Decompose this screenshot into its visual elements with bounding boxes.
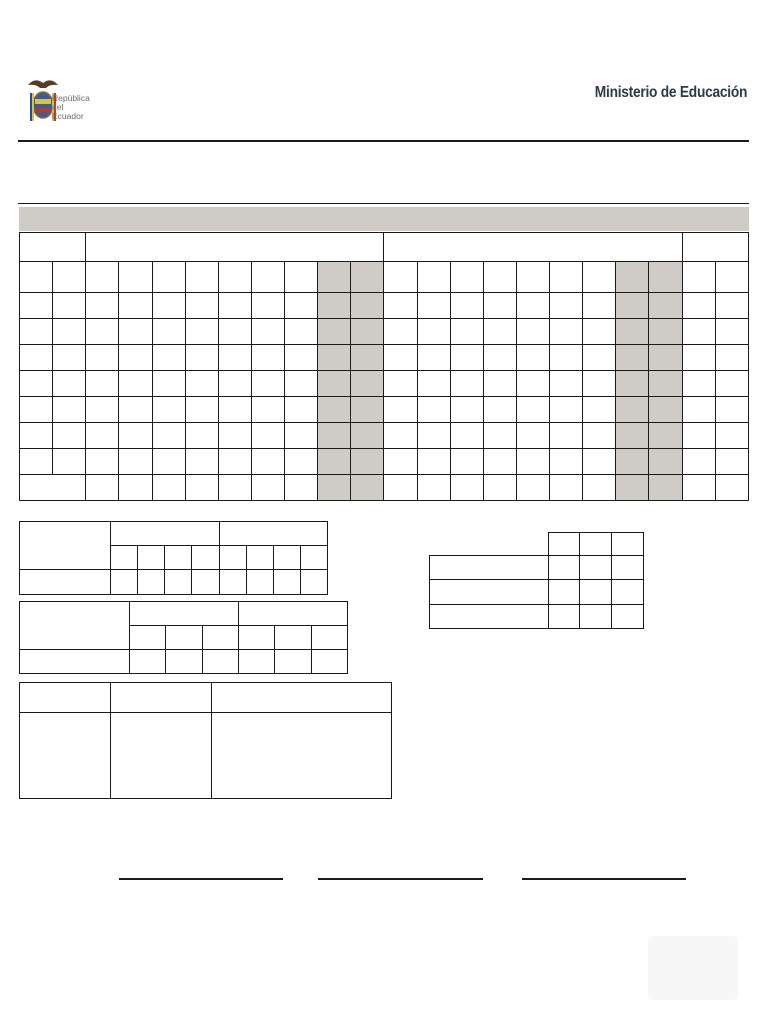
grid-row — [20, 397, 749, 423]
grid-cell — [616, 371, 649, 397]
grid-row-sublabel — [53, 345, 86, 371]
grid-cell — [152, 397, 185, 423]
grid-cell — [483, 449, 516, 475]
grid-cell — [285, 319, 318, 345]
grid-cell — [218, 423, 251, 449]
grid-header-week-2 — [384, 233, 682, 262]
table-c-cell — [580, 604, 612, 628]
table-a-subcell — [165, 546, 192, 570]
table-c-cell — [548, 580, 580, 604]
table-b-cell — [238, 650, 274, 674]
section-rule — [18, 203, 749, 204]
grid-cell — [119, 475, 152, 501]
grid-cell — [285, 449, 318, 475]
grid-cell — [516, 345, 549, 371]
grid-cell — [483, 475, 516, 501]
summary-table-b — [19, 601, 348, 674]
table-c-header — [612, 533, 644, 556]
grid-cell — [616, 423, 649, 449]
grid-cell — [516, 423, 549, 449]
grid-cell — [550, 345, 583, 371]
grid-cell — [86, 262, 119, 293]
table-b-subcell — [130, 626, 166, 650]
grid-cell — [119, 423, 152, 449]
grid-cell — [185, 397, 218, 423]
grid-cell — [715, 262, 748, 293]
grid-cell — [583, 262, 616, 293]
grid-cell — [450, 345, 483, 371]
grid-row-sublabel — [53, 262, 86, 293]
observations-header-1 — [20, 683, 111, 713]
grid-cell — [516, 475, 549, 501]
grid-cell — [152, 319, 185, 345]
grid-cell — [251, 319, 284, 345]
table-a-subcell — [219, 546, 246, 570]
grid-cell — [318, 293, 351, 319]
grid-row-label — [20, 449, 53, 475]
table-a-cell — [111, 570, 138, 595]
grid-cell — [616, 345, 649, 371]
grid-cell — [318, 397, 351, 423]
summary-table-a — [19, 521, 328, 595]
table-b-cell — [130, 650, 166, 674]
grid-row-label — [20, 345, 53, 371]
table-a-subcell — [273, 546, 300, 570]
observations-header-2 — [111, 683, 212, 713]
grid-row — [20, 449, 749, 475]
grid-cell — [152, 345, 185, 371]
grid-cell — [351, 449, 384, 475]
grid-cell — [384, 423, 417, 449]
grid-cell — [649, 423, 682, 449]
grid-cell — [417, 262, 450, 293]
grid-cell — [351, 371, 384, 397]
table-a-cell — [165, 570, 192, 595]
grid-cell — [384, 449, 417, 475]
grid-cell — [351, 423, 384, 449]
table-a-subcell — [246, 546, 273, 570]
grid-cell — [251, 345, 284, 371]
grid-cell — [715, 449, 748, 475]
grid-cell — [185, 475, 218, 501]
grid-cell — [450, 371, 483, 397]
grid-cell — [583, 449, 616, 475]
grid-row — [20, 319, 749, 345]
grid-cell — [318, 371, 351, 397]
table-b-cell — [275, 650, 311, 674]
grid-cell — [649, 397, 682, 423]
grid-cell — [616, 475, 649, 501]
grid-cell — [715, 371, 748, 397]
grid-cell — [583, 319, 616, 345]
grid-cell — [251, 475, 284, 501]
grid-cell — [450, 397, 483, 423]
grid-row-label — [20, 397, 53, 423]
grid-cell — [450, 423, 483, 449]
grid-cell — [384, 371, 417, 397]
summary-table-c — [429, 532, 644, 629]
grid-cell — [86, 423, 119, 449]
grid-cell — [218, 371, 251, 397]
table-c-cell — [580, 556, 612, 580]
grid-cell — [417, 293, 450, 319]
grid-cell — [516, 319, 549, 345]
table-b-subcell — [275, 626, 311, 650]
grid-cell — [682, 423, 715, 449]
grid-cell — [251, 371, 284, 397]
ministry-name: Ministerio de Educación — [594, 84, 747, 101]
grid-cell — [550, 475, 583, 501]
table-c-row-label — [430, 604, 549, 628]
table-a-cell — [273, 570, 300, 595]
grid-cell — [715, 293, 748, 319]
grid-cell — [483, 397, 516, 423]
grid-cell — [583, 423, 616, 449]
grid-cell — [516, 371, 549, 397]
grid-cell — [715, 397, 748, 423]
grid-cell — [86, 397, 119, 423]
table-a-subcell — [111, 546, 138, 570]
grid-cell — [384, 293, 417, 319]
grid-header-week-1 — [86, 233, 384, 262]
grid-cell — [351, 293, 384, 319]
grid-cell — [318, 319, 351, 345]
table-a-subcell — [192, 546, 219, 570]
grid-cell — [550, 449, 583, 475]
table-b-row-label — [20, 650, 130, 674]
grid-cell — [185, 423, 218, 449]
grid-cell — [285, 475, 318, 501]
table-c-header — [580, 533, 612, 556]
grid-cell — [450, 475, 483, 501]
seal-text: República del Ecuador — [52, 93, 90, 121]
table-a-subcell — [138, 546, 165, 570]
grid-cell — [185, 262, 218, 293]
grid-cell — [119, 345, 152, 371]
grid-cell — [550, 423, 583, 449]
grid-row-label — [20, 262, 53, 293]
grid-row-sublabel — [53, 423, 86, 449]
table-a-cell — [192, 570, 219, 595]
table-a-header-cell — [20, 522, 111, 570]
grid-cell — [185, 319, 218, 345]
grid-cell — [417, 423, 450, 449]
grid-cell — [715, 475, 748, 501]
grid-cell — [218, 319, 251, 345]
grid-cell — [583, 475, 616, 501]
grid-cell — [318, 475, 351, 501]
grid-cell — [351, 397, 384, 423]
grid-cell — [649, 293, 682, 319]
grid-cell — [86, 475, 119, 501]
table-c-cell — [612, 580, 644, 604]
grid-cell — [483, 345, 516, 371]
grid-cell — [351, 319, 384, 345]
grid-cell — [86, 345, 119, 371]
grid-cell — [516, 293, 549, 319]
grid-cell — [185, 345, 218, 371]
grid-cell — [682, 475, 715, 501]
grid-cell — [682, 345, 715, 371]
grid-row-label — [20, 371, 53, 397]
grid-cell — [285, 293, 318, 319]
grid-cell — [649, 319, 682, 345]
grid-cell — [285, 262, 318, 293]
grid-cell — [715, 319, 748, 345]
grid-cell — [649, 262, 682, 293]
section-header-band — [19, 207, 749, 231]
observations-cell — [111, 713, 212, 799]
grid-cell — [251, 449, 284, 475]
grid-cell — [483, 319, 516, 345]
grid-cell — [384, 475, 417, 501]
grid-cell — [649, 371, 682, 397]
grid-cell — [417, 449, 450, 475]
grid-row-label — [20, 319, 53, 345]
grid-cell — [682, 262, 715, 293]
grid-cell — [119, 293, 152, 319]
grid-row-sublabel — [53, 397, 86, 423]
grid-cell — [185, 293, 218, 319]
grid-cell — [682, 371, 715, 397]
grid-cell — [516, 262, 549, 293]
table-b-subcell — [238, 626, 274, 650]
grid-cell — [318, 449, 351, 475]
grid-cell — [251, 423, 284, 449]
observations-cell — [20, 713, 111, 799]
grid-row — [20, 475, 749, 501]
grid-cell — [450, 262, 483, 293]
grid-cell — [218, 449, 251, 475]
grid-cell — [152, 449, 185, 475]
grid-cell — [384, 345, 417, 371]
grid-cell — [251, 397, 284, 423]
table-b-header-cell — [20, 602, 130, 650]
grid-cell — [318, 345, 351, 371]
grid-cell — [351, 475, 384, 501]
table-a-cell — [300, 570, 327, 595]
grid-row-sublabel — [53, 293, 86, 319]
table-a-row-label — [20, 570, 111, 595]
grid-cell — [715, 345, 748, 371]
grid-cell — [583, 397, 616, 423]
grid-cell — [550, 262, 583, 293]
table-c-row-label — [430, 580, 549, 604]
grid-cell — [285, 371, 318, 397]
grid-cell — [483, 423, 516, 449]
grid-cell — [218, 397, 251, 423]
grid-cell — [384, 319, 417, 345]
grid-cell — [119, 319, 152, 345]
grid-row — [20, 262, 749, 293]
grid-cell — [616, 293, 649, 319]
grid-cell — [218, 293, 251, 319]
grid-cell — [583, 371, 616, 397]
grid-cell — [384, 397, 417, 423]
table-c-corner — [430, 533, 549, 556]
grid-cell — [550, 397, 583, 423]
grid-cell — [285, 345, 318, 371]
grid-cell — [152, 293, 185, 319]
grid-cell — [516, 449, 549, 475]
grid-cell — [351, 345, 384, 371]
grid-cell — [285, 423, 318, 449]
table-b-cell — [166, 650, 202, 674]
table-a-cell — [219, 570, 246, 595]
table-b-subcell — [311, 626, 347, 650]
table-c-cell — [612, 604, 644, 628]
grid-row-label — [20, 423, 53, 449]
grid-cell — [218, 475, 251, 501]
table-a-cell — [246, 570, 273, 595]
observations-table — [19, 682, 392, 799]
grid-cell — [417, 319, 450, 345]
grid-row-label — [20, 293, 53, 319]
grid-cell — [417, 345, 450, 371]
table-c-cell — [548, 556, 580, 580]
grid-cell — [450, 293, 483, 319]
table-b-cell — [202, 650, 238, 674]
grid-cell — [185, 449, 218, 475]
grid-cell — [483, 262, 516, 293]
grid-cell — [384, 262, 417, 293]
signature-line-3 — [522, 878, 686, 880]
grid-cell — [285, 397, 318, 423]
grid-cell — [649, 345, 682, 371]
signature-line-1 — [119, 878, 283, 880]
faint-watermark — [648, 936, 738, 1000]
grid-cell — [119, 371, 152, 397]
grid-cell — [682, 319, 715, 345]
signature-line-2 — [318, 878, 483, 880]
grid-row-sublabel — [53, 319, 86, 345]
grid-cell — [682, 293, 715, 319]
grid-cell — [251, 293, 284, 319]
grid-cell — [583, 293, 616, 319]
grid-cell — [417, 397, 450, 423]
grid-header-total — [682, 233, 749, 262]
attendance-grid — [19, 232, 749, 501]
grid-cell — [417, 371, 450, 397]
grid-cell — [318, 262, 351, 293]
grid-cell — [119, 397, 152, 423]
table-a-cell — [138, 570, 165, 595]
grid-cell — [715, 423, 748, 449]
grid-cell — [649, 449, 682, 475]
grid-cell — [483, 371, 516, 397]
table-b-group-2 — [238, 602, 347, 626]
table-c-row-label — [430, 556, 549, 580]
grid-cell — [583, 345, 616, 371]
grid-row-sublabel — [53, 371, 86, 397]
grid-cell — [616, 319, 649, 345]
grid-cell — [218, 262, 251, 293]
grid-cell — [616, 397, 649, 423]
table-b-subcell — [166, 626, 202, 650]
grid-cell — [86, 293, 119, 319]
grid-row-sublabel — [53, 449, 86, 475]
grid-cell — [251, 262, 284, 293]
table-c-cell — [580, 580, 612, 604]
header-rule — [18, 140, 749, 142]
grid-cell — [550, 371, 583, 397]
grid-row — [20, 293, 749, 319]
grid-cell — [616, 449, 649, 475]
grid-row — [20, 371, 749, 397]
grid-cell — [351, 262, 384, 293]
grid-cell — [649, 475, 682, 501]
grid-cell — [86, 449, 119, 475]
grid-cell — [450, 449, 483, 475]
grid-header-label — [20, 233, 86, 262]
grid-total-label — [20, 475, 86, 501]
grid-cell — [152, 262, 185, 293]
grid-cell — [152, 423, 185, 449]
grid-row — [20, 423, 749, 449]
grid-cell — [516, 397, 549, 423]
grid-cell — [152, 371, 185, 397]
grid-cell — [483, 293, 516, 319]
observations-cell — [212, 713, 392, 799]
table-b-cell — [311, 650, 347, 674]
observations-header-3 — [212, 683, 392, 713]
grid-cell — [550, 319, 583, 345]
table-b-subcell — [202, 626, 238, 650]
grid-cell — [152, 475, 185, 501]
grid-cell — [318, 423, 351, 449]
grid-cell — [616, 262, 649, 293]
table-b-group-1 — [130, 602, 239, 626]
grid-cell — [86, 371, 119, 397]
grid-cell — [218, 345, 251, 371]
grid-cell — [119, 262, 152, 293]
grid-cell — [450, 319, 483, 345]
table-c-header — [548, 533, 580, 556]
grid-cell — [682, 397, 715, 423]
grid-cell — [417, 475, 450, 501]
table-c-cell — [612, 556, 644, 580]
grid-cell — [185, 371, 218, 397]
table-a-group-1 — [111, 522, 220, 546]
grid-row — [20, 345, 749, 371]
grid-cell — [682, 449, 715, 475]
grid-cell — [119, 449, 152, 475]
table-a-group-2 — [219, 522, 328, 546]
grid-cell — [86, 319, 119, 345]
table-c-cell — [548, 604, 580, 628]
grid-cell — [550, 293, 583, 319]
table-a-subcell — [300, 546, 327, 570]
